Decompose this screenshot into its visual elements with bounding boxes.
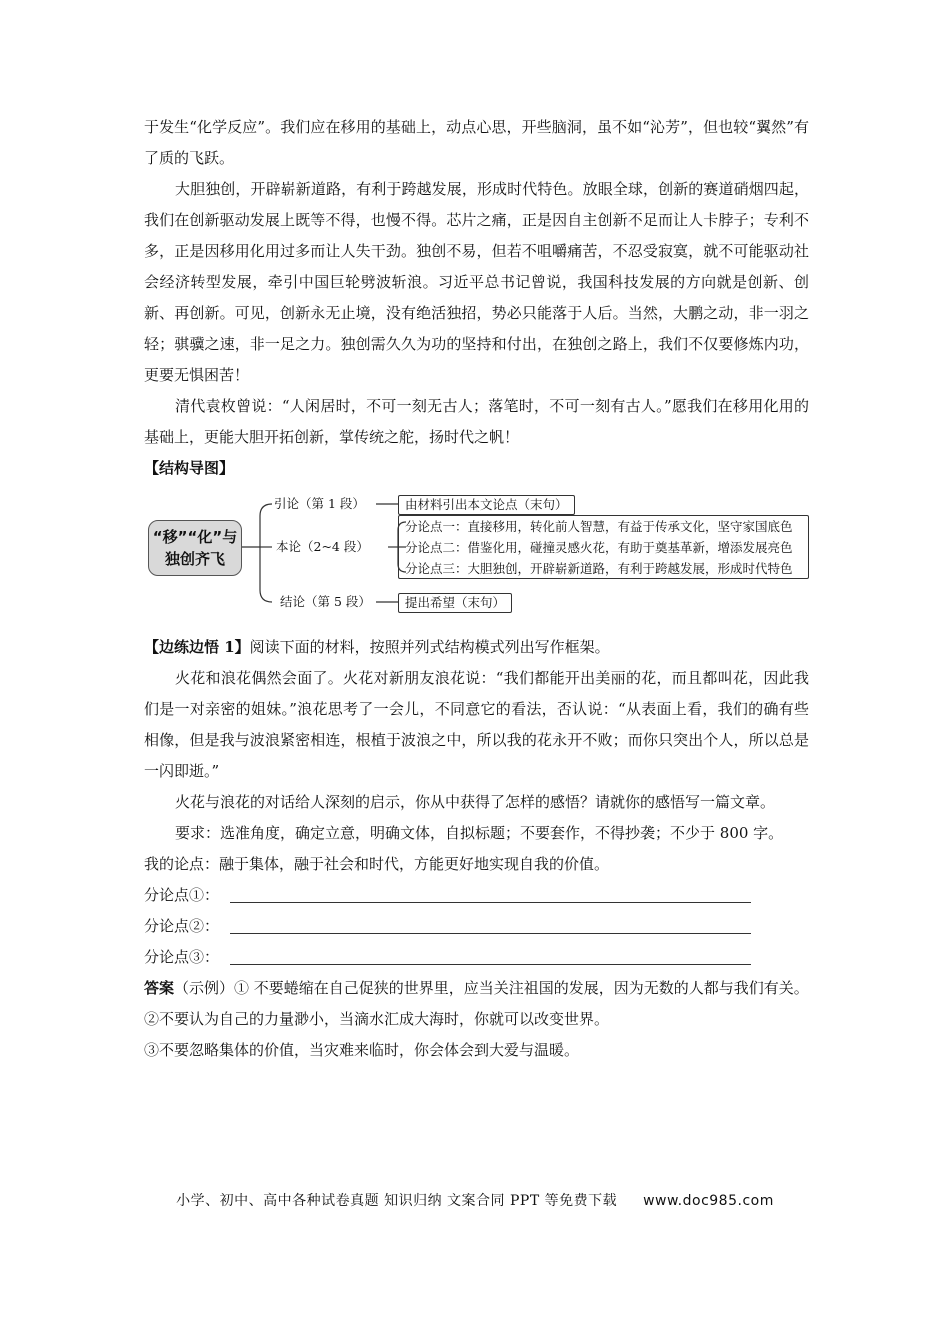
sub-point-label-3: 分论点③： [144,948,220,966]
exercise-intro [144,632,809,663]
body-points-box [398,515,809,579]
answer-line-3: ③不要忽略集体的价值，当灾难来临时，你会体会到大爱与温暖。 [144,1041,580,1059]
mindmap-center-node [148,520,242,576]
exercise-prompt: 火花与浪花的对话给人深刻的启示，你从中获得了怎样的感悟？请就你的感悟写一篇文章。 [175,793,776,811]
branch-intro-detail: 由材料引出本文论点（末句） [398,495,575,515]
branch-conclusion-detail: 提出希望（末句） [398,593,512,613]
sub-point-row-2 [144,911,809,942]
paragraph-3: 清代袁枚曾说：“人闲居时，不可一刻无古人；落笔时，不可一刻有古人。”愿我们在移用化用的基础上，更能大胆开拓创新，掌传统之舵，扬时代之帆！ [144,397,809,446]
footer-text: 小学、初中、高中各种试卷真题 知识归纳 文案合同 PPT 等免费下载 [176,1193,618,1209]
exercise-label: 【边练边悟 1】 [144,638,250,656]
sub-point-label-1: 分论点①： [144,886,220,904]
exercise-material: 火花和浪花偶然会面了。火花对新朋友浪花说：“我们都能开出美丽的花，而且都叫花，因此我们是一对亲密的姐妹。”浪花思考了一会儿，不同意它的看法，否认说：“从表面上看，我们的确有些相像，但是我与波浪紧密相连，根植于波浪之中，所以我的花永开不败；而你只突出个人，所以总是一闪即逝。” [144,669,809,780]
branch-intro: 引论（第 1 段） [274,496,365,511]
body-point-2: 分论点二：借鉴化用，碰撞灵感火花，有助于奠基革新，增添发展亮色 [405,540,793,555]
sub-point-row-1 [144,880,809,911]
sub-point-blank-2[interactable] [230,933,751,934]
structure-heading: 【结构导图】 [144,459,235,477]
structure-mindmap [144,486,809,626]
answer-label: 答案 [144,979,175,997]
document-body [144,112,809,1066]
exercise-instruction: 阅读下面的材料，按照并列式结构模式列出写作框架。 [249,638,610,656]
answer-text-1: （示例）① 不要蜷缩在自己促狭的世界里，应当关注祖国的发展，因为无数的人都与我们有关。 [174,979,809,997]
center-title-line2: 独创齐飞 [164,550,225,568]
answer-line-2: ②不要认为自己的力量渺小，当滴水汇成大海时，你就可以改变世界。 [144,1010,610,1028]
sub-point-blank-3[interactable] [230,964,751,965]
exercise-requirements: 要求：选准角度，确定立意，明确文体，自拟标题；不要套作，不得抄袭；不少于 800 字。 [175,824,784,842]
footer-url[interactable]: www.doc985.com [643,1193,774,1209]
center-title-line1: “移”“化”与 [152,528,238,546]
answer-line-1 [144,973,809,1004]
body-point-3: 分论点三：大胆独创，开辟崭新道路，有利于跨越发展，形成时代特色 [405,561,793,576]
body-point-1: 分论点一：直接移用，转化前人智慧，有益于传承文化，坚守家国底色 [405,519,793,534]
page-footer [0,1190,950,1210]
sub-point-row-3 [144,942,809,973]
branch-body: 本论（2~4 段） [276,539,369,554]
branch-conclusion: 结论（第 5 段） [280,594,371,609]
sub-point-label-2: 分论点②： [144,917,220,935]
sub-point-blank-1[interactable] [230,902,751,903]
exercise-thesis: 我的论点：融于集体，融于社会和时代，方能更好地实现自我的价值。 [144,855,610,873]
paragraph-1: 于发生“化学反应”。我们应在移用的基础上，动点心思，开些脑洞，虽不如“沁芳”，但也较“翼然”有了质的飞跃。 [144,118,809,167]
paragraph-2: 大胆独创，开辟崭新道路，有利于跨越发展，形成时代特色。放眼全球，创新的赛道硝烟四起，我们在创新驱动发展上既等不得，也慢不得。芯片之痛，正是因自主创新不足而让人卡脖子；专利不多，正是因移用化用过多而让人失干劲。独创不易，但若不咀嚼痛苦，不忍受寂寞，就不可能驱动社会经济转型发展，牵引中国巨轮劈波斩浪。习近平总书记曾说，我国科技发展的方向就是创新、创新、再创新。可见，创新永无止境，没有绝活独招，势必只能落于人后。当然，大鹏之动，非一羽之轻；骐骥之速，非一足之力。独创需久久为功的坚持和付出，在独创之路上，我们不仅要修炼内功，更要无惧困苦！ [144,180,809,384]
